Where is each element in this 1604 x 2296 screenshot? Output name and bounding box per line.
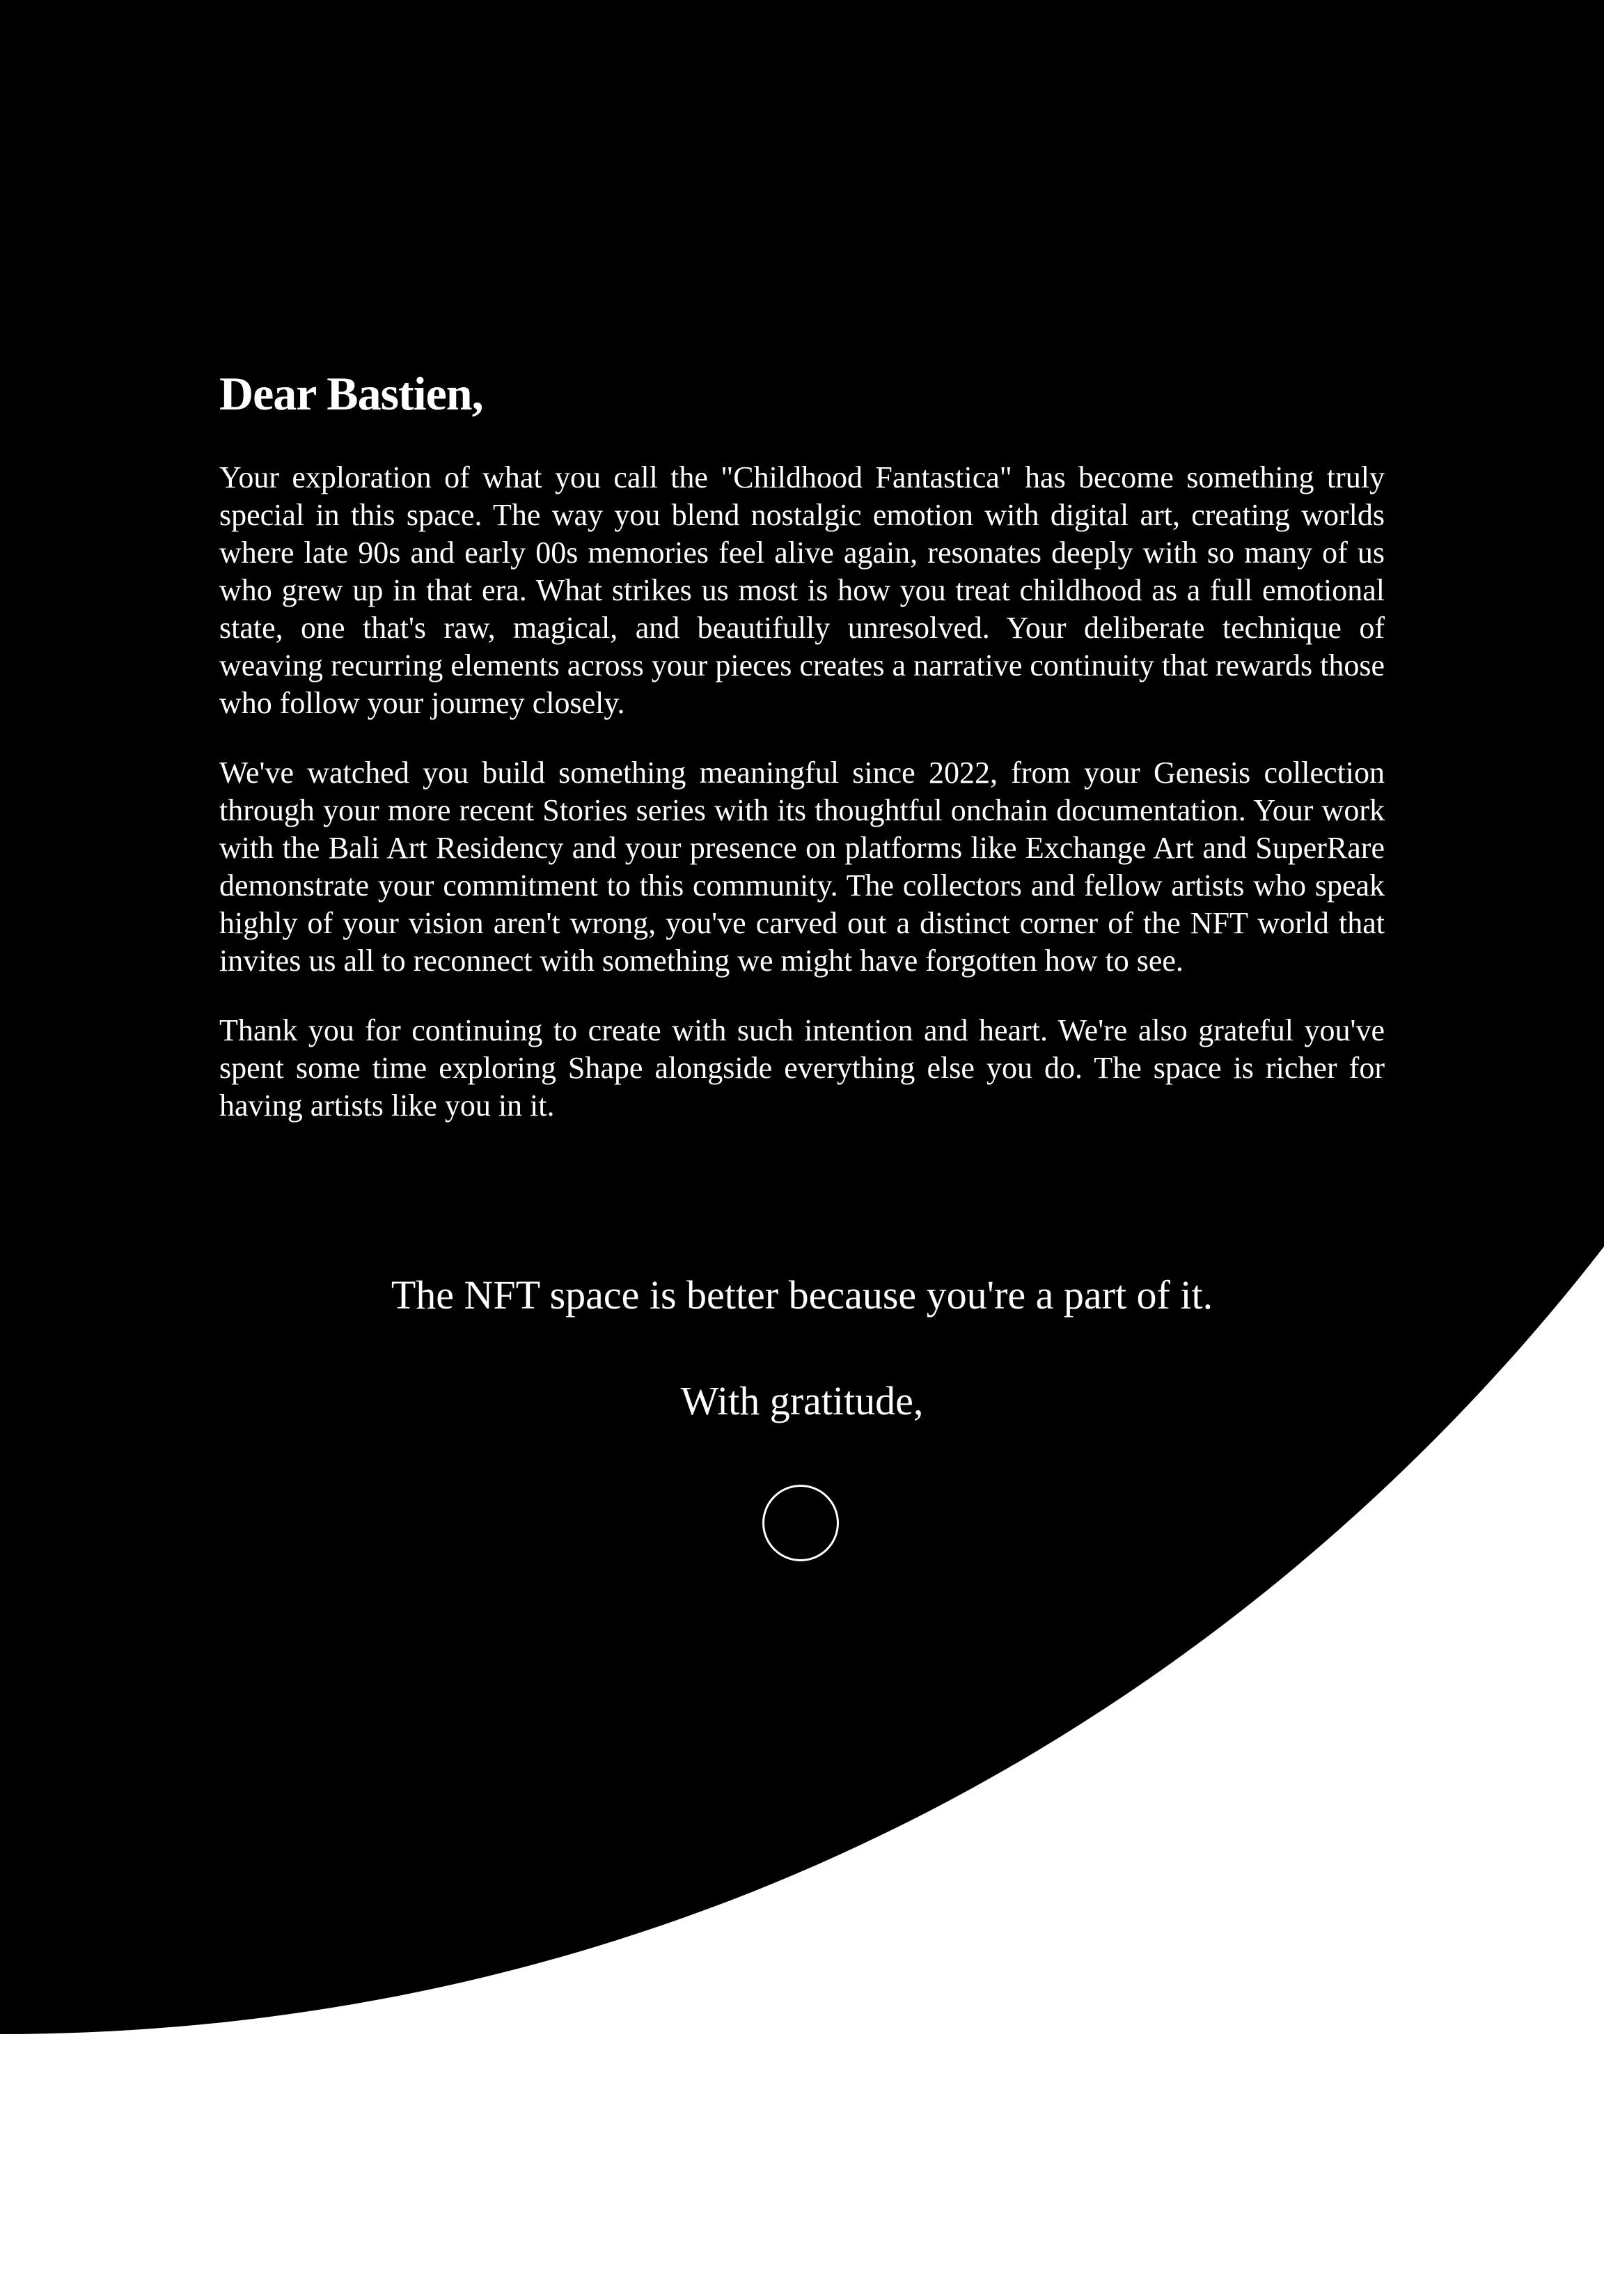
letter-body — [219, 366, 1385, 1157]
closing-line: The NFT space is better because you're a part of it. — [391, 1272, 1213, 1318]
signoff: With gratitude, — [680, 1378, 924, 1423]
paragraph-3: Thank you for continuing to create with such intention and heart. We're also grateful you've spent some time exploring Shape alongside everything else you do. The space is richer for having artists like you in it. — [219, 1013, 1385, 1123]
circle-outline-icon — [762, 1485, 839, 1561]
paragraph-2: We've watched you build something meaningful since 2022, from your Genesis collection through your more recent Stories series with its thoughtful onchain documentation. Your work with the Bali Art Residency and your presence on platforms like Exchange Art and SuperRare demonstrate your commitment to this community. The collectors and fellow artists who speak highly of your vision aren't wrong, you've carved out a distinct corner of the NFT world that invites us all to reconnect with something we might have forgotten how to see. — [219, 755, 1385, 978]
greeting: Dear Bastien, — [219, 367, 483, 420]
paragraph-1: Your exploration of what you call the "Childhood Fantastica" has become something truly special in this space. The way you blend nostalgic emotion with digital art, creating worlds where late 90s and early 00s memories feel alive again, resonates deeply with so many of us who grew up in that era. What strikes us most is how you treat childhood as a full emotional state, one that's raw, magical, and beautifully unresolved. Your deliberate technique of weaving recurring elements across your pieces creates a narrative continuity that rewards those who follow your journey closely. — [219, 460, 1385, 720]
